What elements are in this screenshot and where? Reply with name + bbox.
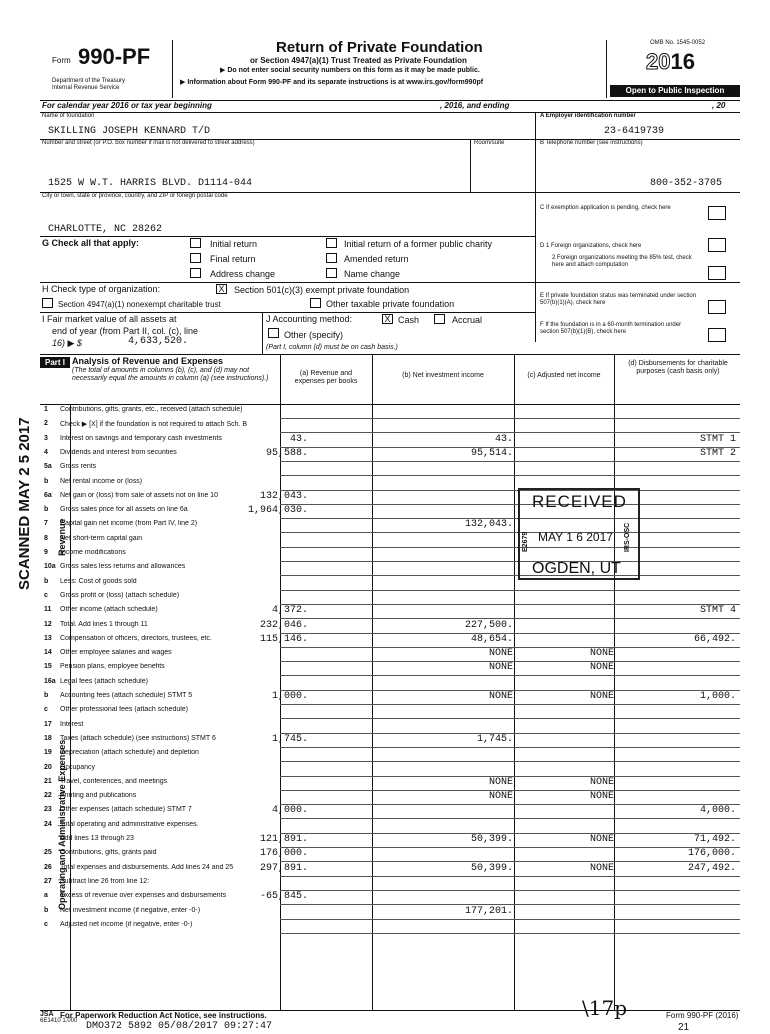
- col-d-value: 176,000.: [687, 848, 736, 859]
- row-rule: [280, 718, 740, 719]
- form-subtitle: or Section 4947(a)(1) Trust Treated as Private Foundation: [250, 56, 467, 65]
- phone-label: B Telephone number (see instructions): [540, 140, 643, 146]
- line-item-row: [40, 462, 740, 473]
- paperwork-notice: For Paperwork Reduction Act Notice, see instructions.: [60, 1011, 267, 1020]
- scanned-stamp: SCANNED MAY 2 5 2017: [16, 417, 33, 590]
- calendar-label: For calendar year 2016 or tax year beginning: [42, 101, 212, 110]
- line-number: 9: [44, 549, 48, 556]
- i-fmv-line1: I Fair market value of all assets at: [42, 314, 177, 324]
- line-item-row: [40, 477, 740, 488]
- line-label: Excess of revenue over expenses and disbursements: [60, 892, 227, 899]
- d2-foreign-label: 2 Foreign organizations meeting the 85% test, check here and attach computation: [552, 255, 692, 268]
- line-label: Taxes (attach schedule) (see instructions) STMT 6: [60, 735, 216, 742]
- col-a-value: 1,000.: [271, 691, 308, 702]
- cash-basis-note: (Part I, column (d) must be on cash basis.): [266, 344, 398, 351]
- col-b-value: NONE: [488, 691, 513, 702]
- line-item-row: [40, 405, 740, 416]
- line-number: 4: [44, 449, 48, 456]
- col-b-value: 227,500.: [464, 620, 513, 631]
- other-taxable-label: Other taxable private foundation: [326, 299, 455, 309]
- line-number: 16a: [44, 678, 56, 685]
- col-a-value: 176,000.: [259, 848, 308, 859]
- dmo-stamp: DMO372 5892 05/08/2017 09:27:47: [86, 1021, 273, 1032]
- form-header: [40, 38, 740, 100]
- line-label: Other expenses (attach schedule) STMT 7: [60, 806, 192, 813]
- line-label: Interest: [60, 721, 84, 728]
- former-public-charity-checkbox[interactable]: [326, 238, 337, 248]
- amended-return-checkbox[interactable]: [326, 253, 337, 263]
- col-d-value: 71,492.: [693, 834, 736, 845]
- line-number: 1: [44, 406, 48, 413]
- stamp-code: E2679: [522, 531, 529, 552]
- name-change-label: Name change: [344, 269, 401, 279]
- line-number: 6a: [44, 492, 52, 499]
- part1-title: Analysis of Revenue and Expenses: [72, 356, 224, 366]
- line-number: c: [44, 592, 48, 599]
- line-item-row: [40, 448, 740, 459]
- handwritten-mark: \17p: [582, 996, 627, 1020]
- col-a-value: 121,891.: [259, 834, 308, 845]
- city-state-zip: CHARLOTTE, NC 28262: [48, 224, 163, 235]
- page-number: 21: [678, 1022, 690, 1033]
- line-number: b: [44, 578, 49, 585]
- col-c-header: (c) Adjusted net income: [527, 372, 601, 379]
- col-b-value: 1,745.: [476, 734, 513, 745]
- line-label: Contributions, gifts, grants paid: [60, 849, 157, 856]
- irs-osc: IRS-OSC: [624, 522, 631, 552]
- col-a-value: 95,588.: [265, 448, 308, 459]
- line-item-row: [40, 791, 740, 802]
- row-rule: [280, 575, 740, 576]
- col-a-value: 232,046.: [259, 620, 308, 631]
- col-a-value: 43.: [289, 434, 308, 445]
- street-label: Number and street (or P.O. box number if mail is not delivered to street address): [42, 140, 255, 146]
- line-item-row: [40, 748, 740, 759]
- line-label: Net rental income or (loss): [60, 478, 143, 485]
- col-d-value: STMT 1: [699, 434, 736, 445]
- received-stamp: [518, 488, 640, 580]
- line-label: Other employee salaries and wages: [60, 649, 172, 656]
- line-number: 21: [44, 778, 52, 785]
- line-number: 25: [44, 849, 52, 856]
- ein-value: 23-6419739: [604, 126, 665, 137]
- received-text: RECEIVED: [532, 492, 627, 511]
- col-b-value: NONE: [488, 791, 513, 802]
- line-number: a: [44, 892, 48, 899]
- c-checkbox[interactable]: [708, 206, 726, 220]
- line-number: c: [44, 706, 48, 713]
- line-item-row: [40, 677, 740, 688]
- calendar-line: [42, 101, 738, 112]
- line-item-row: [40, 605, 740, 616]
- line-number: 14: [44, 649, 52, 656]
- line-label: Subtract line 26 from line 12:: [60, 878, 150, 885]
- line-number: 27: [44, 878, 52, 885]
- 501c3-label: Section 501(c)(3) exempt private foundation: [234, 285, 410, 295]
- omb-number: OMB No. 1545-0052: [650, 40, 706, 46]
- line-label: Gross profit or (loss) (attach schedule): [60, 592, 180, 599]
- line-item-row: [40, 705, 740, 716]
- jsa-label: JSA: [40, 1011, 54, 1018]
- line-item-row: [40, 720, 740, 731]
- amended-return-label: Amended return: [344, 254, 409, 264]
- d1-checkbox[interactable]: [708, 238, 726, 252]
- col-d-value: STMT 4: [699, 605, 736, 616]
- h-label: H Check type of organization:: [42, 284, 161, 294]
- line-label: Compensation of officers, directors, trustees, etc.: [60, 635, 212, 642]
- row-rule: [280, 861, 740, 862]
- e-terminated-label: E If private foundation status was terminated under section 507(b)(1)(A), check here: [540, 293, 697, 306]
- col-a-value: 4,000.: [271, 805, 308, 816]
- col-b-value: 177,201.: [464, 906, 513, 917]
- line-label: Contributions, gifts, grants, etc., received (attach schedule): [60, 406, 243, 413]
- col-c-value: NONE: [589, 834, 614, 845]
- initial-return-label: Initial return: [210, 239, 258, 249]
- form-title: Return of Private Foundation: [276, 39, 483, 56]
- year-outline: 20: [646, 49, 671, 74]
- line-label: Capital gain net income (from Part IV, line 2): [60, 520, 198, 527]
- line-label: Gross rents: [60, 463, 97, 470]
- line-number: 8: [44, 535, 48, 542]
- i-fmv-line3: 16) ▶ $: [52, 338, 82, 348]
- col-a-value: 132,043.: [259, 491, 308, 502]
- line-item-row: [40, 419, 740, 430]
- line-number: 26: [44, 864, 52, 871]
- line-number: 17: [44, 721, 52, 728]
- dept-treasury: Department of the Treasury: [52, 78, 126, 84]
- col-b-value: 43.: [494, 434, 513, 445]
- 501c3-checkbox[interactable]: X: [216, 284, 227, 294]
- col-b-value: 95,514.: [470, 448, 513, 459]
- line-item-row: [40, 777, 740, 788]
- line-label: Add lines 13 through 23: [60, 835, 134, 842]
- line-number: 2: [44, 420, 48, 427]
- d1-foreign-label: D 1 Foreign organizations, check here: [540, 243, 642, 249]
- 4947-label: Section 4947(a)(1) nonexempt charitable trust: [58, 300, 221, 309]
- line-label: Accounting fees (attach schedule) STMT 5: [60, 692, 193, 699]
- line-label: Travel, conferences, and meetings: [60, 778, 168, 785]
- j-label: J Accounting method:: [266, 314, 353, 324]
- line-number: 7: [44, 520, 48, 527]
- line-item-row: [40, 634, 740, 645]
- col-c-value: NONE: [589, 648, 614, 659]
- line-number: 3: [44, 435, 48, 442]
- line-label: Pension plans, employee benefits: [60, 663, 165, 670]
- part1-description: (The total of amounts in columns (b), (c), and (d) may not necessarily equal the amounts in column (a) (see instructions).): [72, 367, 269, 383]
- col-b-header: (b) Net investment income: [402, 372, 484, 379]
- line-number: 11: [44, 606, 52, 613]
- col-c-value: NONE: [589, 863, 614, 874]
- cash-checkbox[interactable]: X: [382, 314, 393, 324]
- col-d-header: (d) Disbursements for charitable purposes (cash basis only): [628, 360, 728, 376]
- line-item-row: [40, 877, 740, 888]
- city-label: City or town, state or province, country, and ZIP or foreign postal code: [42, 193, 228, 199]
- received-date: MAY 1 6 2017: [538, 530, 613, 544]
- line-number: 18: [44, 735, 52, 742]
- room-label: Room/suite: [474, 140, 505, 146]
- col-d-value: 66,492.: [693, 634, 736, 645]
- line-label: Income modifications: [60, 549, 126, 556]
- final-return-checkbox[interactable]: [190, 253, 201, 263]
- line-number: 19: [44, 749, 52, 756]
- fair-market-value: 4,633,520.: [128, 336, 189, 347]
- line-item-row: [40, 691, 740, 702]
- line-item-row: [40, 620, 740, 631]
- f-checkbox[interactable]: [708, 328, 726, 342]
- ogden-text: OGDEN, UT: [532, 560, 621, 577]
- col-b-value: 132,043.: [464, 519, 513, 530]
- line-label: Gross sales less returns and allowances: [60, 563, 186, 570]
- address-change-label: Address change: [210, 269, 276, 279]
- line-item-row: [40, 906, 740, 917]
- initial-return-checkbox[interactable]: [190, 238, 201, 248]
- line-item-row: [40, 891, 740, 902]
- ein-label: A Employer identification number: [540, 113, 636, 119]
- line-number: 13: [44, 635, 52, 642]
- line-number: c: [44, 921, 48, 928]
- info-notice: ▶ Information about Form 990-PF and its separate instructions is at www.irs.gov/form990pf: [180, 79, 484, 86]
- line-label: Gross sales price for all assets on line 6a: [60, 506, 188, 513]
- col-a-value: -65,845.: [259, 891, 308, 902]
- line-label: Depreciation (attach schedule) and depletion: [60, 749, 199, 756]
- calendar-mid: , 2016, and ending: [440, 101, 510, 110]
- col-b-value: 48,654.: [470, 634, 513, 645]
- f-60month-label: F If the foundation is in a 60-month termination under section 507(b)(1)(B), check here: [540, 322, 682, 335]
- open-public-inspection: Open to Public Inspection: [610, 85, 740, 97]
- form-reference: Form 990-PF (2016): [666, 1011, 739, 1020]
- row-rule: [280, 818, 740, 819]
- calendar-end: , 20: [712, 101, 726, 110]
- col-a-value: 1,964,030.: [247, 505, 308, 516]
- line-number: b: [44, 506, 49, 513]
- line-label: Less: Cost of goods sold: [60, 578, 137, 585]
- other-method-label: Other (specify): [284, 330, 344, 340]
- other-method-checkbox[interactable]: [268, 328, 279, 338]
- line-item-row: [40, 920, 740, 931]
- irs-label: Internal Revenue Service: [52, 85, 120, 91]
- col-d-value: 1,000.: [699, 691, 736, 702]
- line-number: 15: [44, 663, 52, 670]
- line-item-row: [40, 820, 740, 831]
- other-taxable-checkbox[interactable]: [310, 298, 321, 308]
- line-label: Total operating and administrative expenses.: [60, 821, 199, 828]
- line-label: Total expenses and disbursements. Add lines 24 and 25: [60, 864, 234, 871]
- d2-checkbox[interactable]: [708, 266, 726, 280]
- col-c-value: NONE: [589, 662, 614, 673]
- col-b-value: NONE: [488, 648, 513, 659]
- accrual-label: Accrual: [452, 315, 483, 325]
- row-rule: [280, 475, 740, 476]
- line-number: b: [44, 907, 49, 914]
- line-item-row: [40, 863, 740, 874]
- col-a-value: 1,745.: [271, 734, 308, 745]
- tax-year: [646, 49, 695, 75]
- e-checkbox[interactable]: [708, 300, 726, 314]
- line-label: Check ▶ [X] if the foundation is not required to attach Sch. B: [60, 421, 248, 428]
- row-rule: [280, 432, 740, 433]
- line-label: Total. Add lines 1 through 11: [60, 621, 148, 628]
- name-label: Name of foundation: [42, 113, 95, 119]
- line-number: 20: [44, 764, 52, 771]
- line-item-row: [40, 648, 740, 659]
- col-d-value: 4,000.: [699, 805, 736, 816]
- line-label: Legal fees (attach schedule): [60, 678, 148, 685]
- line-item-row: [40, 434, 740, 445]
- phone-value: 800-352-3705: [650, 178, 723, 189]
- line-number: 22: [44, 792, 52, 799]
- c-exemption-label: C If exemption application is pending, check here: [540, 205, 671, 211]
- line-item-row: [40, 763, 740, 774]
- g-label: G Check all that apply:: [42, 238, 140, 248]
- line-label: Other professional fees (attach schedule): [60, 706, 189, 713]
- year-bold: 16: [670, 49, 695, 74]
- col-a-value: 4,372.: [271, 605, 308, 616]
- street-address: 1525 W W.T. HARRIS BLVD. D1114-044: [48, 178, 253, 189]
- jsa-code: 6E1410 1.000: [40, 1018, 78, 1024]
- line-number: 24: [44, 821, 52, 828]
- col-b-value: NONE: [488, 662, 513, 673]
- line-number: b: [44, 692, 49, 699]
- line-item-row: [40, 734, 740, 745]
- final-return-label: Final return: [210, 254, 256, 264]
- foundation-name: SKILLING JOSEPH KENNARD T/D: [48, 126, 211, 137]
- line-number: 10a: [44, 563, 56, 570]
- revenue-side-label: Revenue: [57, 518, 67, 556]
- line-label: Net investment income (if negative, enter -0-): [60, 907, 201, 914]
- line-item-row: [40, 834, 740, 845]
- 4947-checkbox[interactable]: [42, 298, 53, 308]
- line-label: Other income (attach schedule): [60, 606, 158, 613]
- line-label: Occupancy: [60, 764, 96, 771]
- line-number: b: [44, 478, 49, 485]
- cash-label: Cash: [398, 315, 420, 325]
- col-c-value: NONE: [589, 791, 614, 802]
- line-label: Interest on savings and temporary cash investments: [60, 435, 222, 442]
- line-label: Adjusted net income (if negative, enter -0-): [60, 921, 193, 928]
- col-a-value: 115,146.: [259, 634, 308, 645]
- line-label: Net gain or (loss) from sale of assets not on line 10: [60, 492, 218, 499]
- row-rule: [280, 761, 740, 762]
- col-d-value: STMT 2: [699, 448, 736, 459]
- line-number: 12: [44, 621, 52, 628]
- line-label: Dividends and interest from securities: [60, 449, 177, 456]
- form-number: 990-PF: [78, 44, 151, 69]
- line-item-row: [40, 805, 740, 816]
- line-number: 23: [44, 806, 52, 813]
- line-label: Printing and publications: [60, 792, 137, 799]
- address-change-checkbox[interactable]: [190, 268, 201, 278]
- i-fmv-line2: end of year (from Part II, col. (c), line: [52, 326, 199, 336]
- part1-tag: Part I: [40, 357, 70, 368]
- row-rule: [280, 618, 740, 619]
- col-c-value: NONE: [589, 691, 614, 702]
- row-rule: [280, 904, 740, 905]
- ssn-notice: ▶ Do not enter social security numbers on this form as it may be made public.: [220, 67, 480, 74]
- line-number: 5a: [44, 463, 52, 470]
- form-prefix: Form: [52, 56, 71, 65]
- expenses-side-label: Operating and Administrative Expenses: [57, 739, 67, 910]
- col-b-value: 50,399.: [470, 863, 513, 874]
- col-b-value: NONE: [488, 777, 513, 788]
- col-a-value: 297,891.: [259, 863, 308, 874]
- col-d-value: 247,492.: [687, 863, 736, 874]
- row-rule: [280, 675, 740, 676]
- line-item-row: [40, 662, 740, 673]
- col-c-value: NONE: [589, 777, 614, 788]
- accrual-checkbox[interactable]: [434, 314, 445, 324]
- former-public-charity-label: Initial return of a former public charity: [344, 239, 493, 249]
- row-rule: [280, 532, 740, 533]
- col-a-header: (a) Revenue and expenses per books: [294, 370, 358, 386]
- row-rule: [280, 933, 740, 934]
- line-item-row: [40, 848, 740, 859]
- line-label: Net short-term capital gain: [60, 535, 143, 542]
- col-b-value: 50,399.: [470, 834, 513, 845]
- name-change-checkbox[interactable]: [326, 268, 337, 278]
- line-item-row: [40, 591, 740, 602]
